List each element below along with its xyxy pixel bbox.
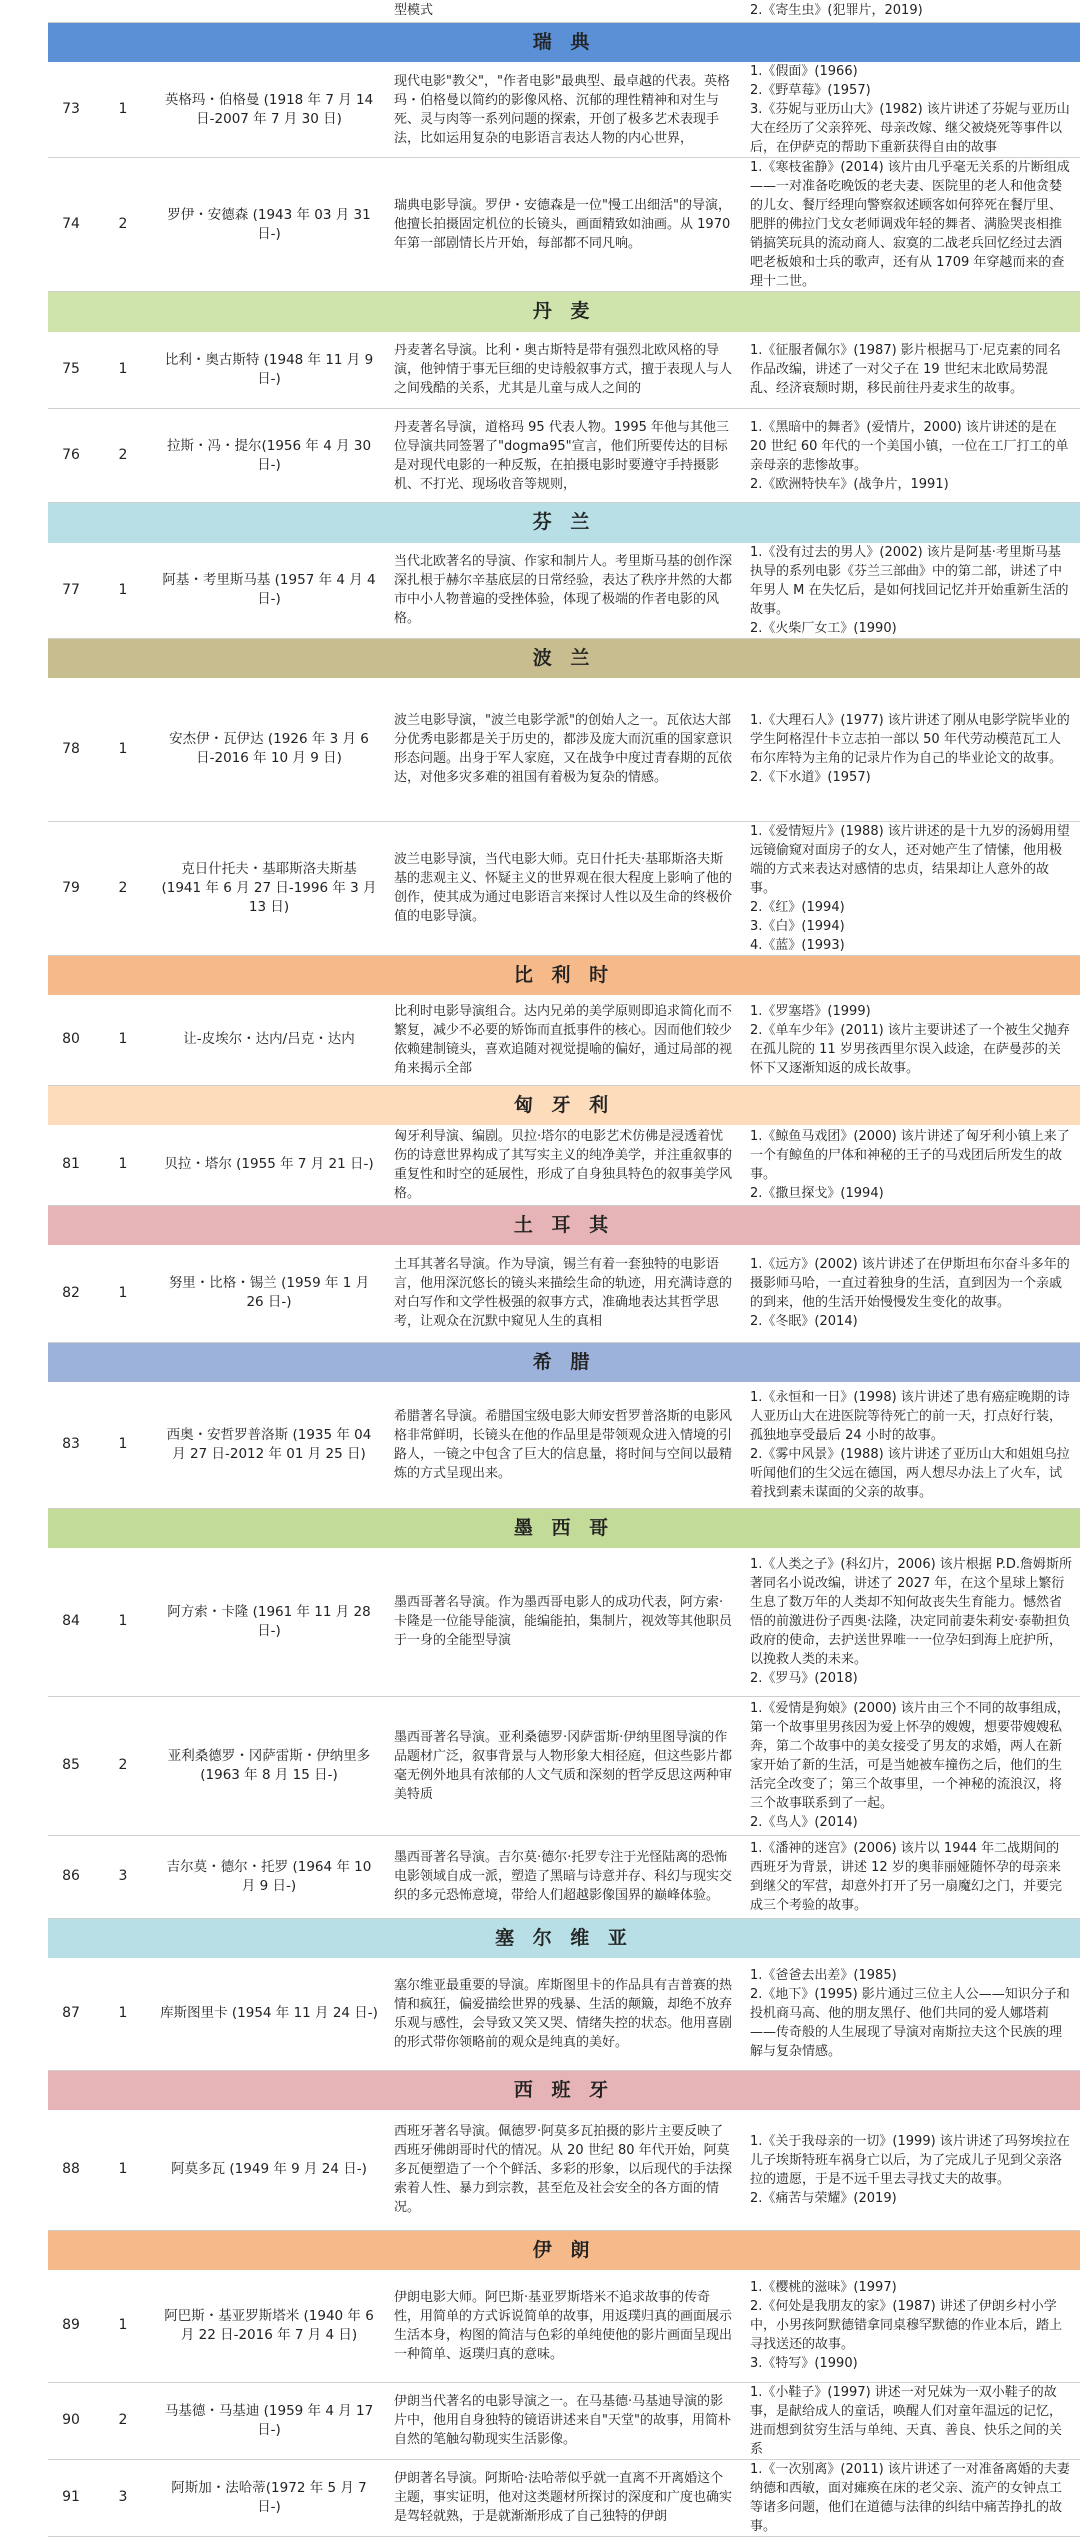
works-list <box>742 543 1080 639</box>
row-number: 91 <box>48 2459 94 2536</box>
country-header-row <box>48 22 1080 62</box>
director-row <box>48 678 1080 821</box>
director-description: 瑞典电影导演。罗伊・安德森是一位"慢工出细活"的导演，他擅长拍摄固定机位的长镜头，画面精致如油画。从 1970 年第一部剧情长片开始，每部都不同凡响。 <box>386 158 742 292</box>
rank: 1 <box>94 1548 152 1696</box>
works-list <box>742 1382 1080 1508</box>
works-list <box>742 2382 1080 2459</box>
director-row <box>48 2459 1080 2536</box>
director-table <box>48 0 1080 2537</box>
director-description: 匈牙利导演、编剧。贝拉·塔尔的电影艺术仿佛是浸透着忧伤的诗意世界构成了其写实主义的纯净美学，并注重叙事的重复性和时空的延展性，形成了自身独具特色的叙事美学风格。 <box>386 1125 742 1205</box>
works-list <box>742 1696 1080 1835</box>
director-description: 塞尔维亚最重要的导演。库斯图里卡的作品具有吉普赛的热情和疯狂，偏爱描绘世界的残暴、生活的颠簸，却绝不放弃乐观与感性，会导致又笑又哭、情绪失控的状态。他用喜剧的形式带你领略前的观众是纯真的美好。 <box>386 1958 742 2070</box>
rank: 1 <box>94 1245 152 1342</box>
works-list <box>742 821 1080 955</box>
rank: 1 <box>94 2110 152 2230</box>
country-header-row <box>48 2230 1080 2270</box>
director-name: 西奥・安哲罗普洛斯 (1935 年 04 月 27 日-2012 年 01 月 25 日) <box>152 1382 386 1508</box>
rank: 3 <box>94 2459 152 2536</box>
director-name: 阿斯加・法哈蒂(1972 年 5 月 7 日-) <box>152 2459 386 2536</box>
director-description: 现代电影"教父"，"作者电影"最典型、最卓越的代表。英格玛・伯格曼以简约的影像风格、沉郁的理性精神和对生与死、灵与肉等一系列问题的探索，开创了极多艺术表现手法，比如运用复杂的电影语言表达人物的内心世界， <box>386 62 742 158</box>
rank: 1 <box>94 678 152 821</box>
director-name: 亚利桑德罗・冈萨雷斯・伊纳里多 (1963 年 8 月 15 日-) <box>152 1696 386 1835</box>
director-row <box>48 1548 1080 1696</box>
country-header-row <box>48 955 1080 995</box>
row-number: 77 <box>48 543 94 639</box>
work-item: 3.《特写》(1990) <box>750 2356 858 2372</box>
rank: 1 <box>94 543 152 639</box>
rank: 3 <box>94 1835 152 1918</box>
director-name: 阿巴斯・基亚罗斯塔米 (1940 年 6 月 22 日-2016 年 7 月 4 日) <box>152 2270 386 2382</box>
director-description: 希腊著名导演。希腊国宝级电影大师安哲罗普洛斯的电影风格非常鲜明，长镜头在他的作品里是带领观众进入情境的引路人，一镜之中包含了巨大的信息量，将时间与空间以最精炼的方式呈现出来。 <box>386 1382 742 1508</box>
works-list <box>742 158 1080 292</box>
country-header-row <box>48 292 1080 332</box>
works-list <box>742 2110 1080 2230</box>
director-name: 克日什托夫・基耶斯洛夫斯基 (1941 年 6 月 27 日-1996 年 3 月 13 日) <box>152 821 386 955</box>
work-item: 1.《一次别离》(2011) 该片讲述了一对准备离婚的夫妻纳德和西敏，面对瘫痪在床的老父亲、流产的女钟点工等诸多问题，他们在道德与法律的纠结中痛苦挣扎的故事。 <box>750 2461 1070 2534</box>
row-number: 80 <box>48 995 94 1085</box>
rank: 1 <box>94 1125 152 1205</box>
work-item: 1.《没有过去的男人》(2002) 该片是阿基·考里斯马基执导的系列电影《芬兰三部曲》中的第二部，讲述了中年男人 M 在失忆后，是如何找回记忆并开始重新生活的故事。 <box>750 544 1069 617</box>
work-item: 2.《雾中风景》(1988) 该片讲述了亚历山大和姐姐乌拉听闻他们的生父远在德国，两人想尽办法上了火车，试着找到素未谋面的父亲的故事。 <box>750 1446 1070 1500</box>
director-name: 罗伊・安德森 (1943 年 03 月 31 日-) <box>152 158 386 292</box>
work-item: 1.《爱情短片》(1988) 该片讲述的是十九岁的汤姆用望远镜偷窥对面房子的女人，还对她产生了情愫，他用极端的方式来表达对感情的忠贞，结果却让人意外的故事。 <box>750 823 1070 896</box>
director-row <box>48 409 1080 503</box>
director-name: 阿方索・卡隆 (1961 年 11 月 28 日-) <box>152 1548 386 1696</box>
work-item: 1.《爱情是狗娘》(2000) 该片由三个不同的故事组成，第一个故事里男孩因为爱上怀孕的嫂嫂，想要带嫂嫂私奔，第二个故事中的美女接受了男友的求婚，两人在新家开始了新的生活，可是当她被车撞伤之后，他们的生活完全改变了；第三个故事里，一个神秘的流浪汉，将三个故事联系到了一起。 <box>750 1701 1070 1811</box>
director-row <box>48 1835 1080 1918</box>
work-item: 1.《远方》(2002) 该片讲述了在伊斯坦布尔奋斗多年的摄影师马哈，一直过着独身的生活，直到因为一个亲戚的到来，他的生活开始慢慢发生变化的故事。 <box>750 1257 1070 1311</box>
director-name: 安杰伊・瓦伊达 (1926 年 3 月 6 日-2016 年 10 月 9 日) <box>152 678 386 821</box>
works-list <box>742 995 1080 1085</box>
director-name: 英格玛・伯格曼 (1918 年 7 月 14 日-2007 年 7 月 30 日) <box>152 62 386 158</box>
work-item: 1.《樱桃的滋味》(1997) <box>750 2280 897 2296</box>
country-header-row <box>48 1342 1080 1382</box>
director-name: 贝拉・塔尔 (1955 年 7 月 21 日-) <box>152 1125 386 1205</box>
director-name: 阿基・考里斯马基 (1957 年 4 月 4 日-) <box>152 543 386 639</box>
director-description: 伊朗当代著名的电影导演之一。在马基德·马基迪导演的影片中，他用自身独特的镜语讲述来自"天堂"的故事，用简朴自然的笔触勾勒现实生活影像。 <box>386 2382 742 2459</box>
works-list <box>742 62 1080 158</box>
country-header-row <box>48 503 1080 543</box>
country-name: 塞 尔 维 亚 <box>48 1918 1080 1958</box>
director-name: 让-皮埃尔・达内/吕克・达内 <box>152 995 386 1085</box>
director-description: 伊朗电影大师。阿巴斯·基亚罗斯塔米不追求故事的传奇性，用简单的方式诉说简单的故事，用返璞归真的画面展示生活本身，构图的简洁与色彩的单纯使他的影片画面呈现出一种简单、返璞归真的意味。 <box>386 2270 742 2382</box>
director-name: 吉尔莫・德尔・托罗 (1964 年 10 月 9 日-) <box>152 1835 386 1918</box>
row-number: 83 <box>48 1382 94 1508</box>
director-name: 努里・比格・锡兰 (1959 年 1 月 26 日-) <box>152 1245 386 1342</box>
director-description: 土耳其著名导演。作为导演，锡兰有着一套独特的电影语言，他用深沉悠长的镜头来描绘生命的轨迹，用充满诗意的对白写作和文学性极强的叙事方式，准确地表达其哲学思考，让观众在沉默中窥见人生的真相 <box>386 1245 742 1342</box>
works-list <box>742 678 1080 821</box>
row-number: 76 <box>48 409 94 503</box>
row-number: 84 <box>48 1548 94 1696</box>
rank: 2 <box>94 158 152 292</box>
works-list <box>742 1548 1080 1696</box>
country-name: 波 兰 <box>48 638 1080 678</box>
rank: 2 <box>94 409 152 503</box>
works-list <box>742 409 1080 503</box>
works-list <box>742 1958 1080 2070</box>
row-number: 90 <box>48 2382 94 2459</box>
director-row <box>48 821 1080 955</box>
director-row <box>48 1696 1080 1835</box>
director-row <box>48 62 1080 158</box>
work-item: 1.《大理石人》(1977) 该片讲述了刚从电影学院毕业的学生阿格涅什卡立志拍一部以 50 年代劳动模范瓦工人布尔库特为主角的记录片作为自己的毕业论文的故事。 <box>750 713 1070 767</box>
work-item: 2.《罗马》(2018) <box>750 1671 858 1687</box>
director-row <box>48 332 1080 409</box>
row-number: 82 <box>48 1245 94 1342</box>
director-row <box>48 1382 1080 1508</box>
work-item: 1.《永恒和一日》(1998) 该片讲述了患有癌症晚期的诗人亚历山大在进医院等待死亡的前一天，打点好行装，孤独地享受最后 24 小时的故事。 <box>750 1389 1070 1443</box>
work-item: 4.《蓝》(1993) <box>750 937 845 953</box>
country-name: 丹 麦 <box>48 292 1080 332</box>
work-item: 1.《罗塞塔》(1999) <box>750 1003 871 1019</box>
director-row <box>48 2382 1080 2459</box>
works-list <box>742 1245 1080 1342</box>
row-number: 79 <box>48 821 94 955</box>
work-item: 2.《欧洲特快车》(战争片，1991) <box>750 476 949 492</box>
country-header-row <box>48 1508 1080 1548</box>
director-name: 拉斯・冯・提尔(1956 年 4 月 30 日-) <box>152 409 386 503</box>
country-header-row <box>48 1205 1080 1245</box>
work-item: 1.《关于我母亲的一切》(1999) 该片讲述了玛努埃拉在儿子埃斯特班车祸身亡以后，为了完成儿子见到父亲洛拉的遗愿，于是不远千里去寻找丈夫的故事。 <box>750 2133 1070 2187</box>
row-number: 86 <box>48 1835 94 1918</box>
director-row <box>48 995 1080 1085</box>
work-item: 2.《冬眠》(2014) <box>750 1314 858 1330</box>
director-name: 马基德・马基迪 (1959 年 4 月 17 日-) <box>152 2382 386 2459</box>
director-description: 西班牙著名导演。佩德罗·阿莫多瓦拍摄的影片主要反映了西班牙佛朗哥时代的情况。从 20 世纪 80 年代开始，阿莫多瓦便塑造了一个个鲜活、多彩的形象，以后现代的手法探索着人性、暴力到宗教，甚至危及社会安全的各方面的情况。 <box>386 2110 742 2230</box>
row-number: 87 <box>48 1958 94 2070</box>
row-number: 88 <box>48 2110 94 2230</box>
row-number: 74 <box>48 158 94 292</box>
country-header-row <box>48 1918 1080 1958</box>
director-name: 比利・奥古斯特 (1948 年 11 月 9 日-) <box>152 332 386 409</box>
work-item: 2.《野草莓》(1957) <box>750 83 871 98</box>
works-list <box>742 2270 1080 2382</box>
country-name: 墨 西 哥 <box>48 1508 1080 1548</box>
director-description: 丹麦著名导演。比利・奥古斯特是带有强烈北欧风格的导演，他钟情于事无巨细的史诗般叙事方式，擅于表现人与人之间残酷的关系，尤其是儿童与成人之间的 <box>386 332 742 409</box>
country-name: 比 利 时 <box>48 955 1080 995</box>
row-number: 73 <box>48 62 94 158</box>
work-item: 2.《红》(1994) <box>750 899 845 915</box>
director-description: 当代北欧著名的导演、作家和制片人。考里斯马基的创作深深扎根于赫尔辛基底层的日常经验，表达了秩序井然的大都市中小人物普遍的受挫体验，体现了极端的作者电影的风格。 <box>386 543 742 639</box>
work-item: 2.《痛苦与荣耀》(2019) <box>750 2190 897 2206</box>
work-item: 1.《爸爸去出差》(1985) <box>750 1968 897 1984</box>
work-item: 1.《黑暗中的舞者》(爱情片，2000) 该片讲述的是在 20 世纪 60 年代的一个美国小镇，一位在工厂打工的单亲母亲的悲惨故事。 <box>750 419 1069 473</box>
director-row <box>48 1245 1080 1342</box>
director-description: 丹麦著名导演，道格玛 95 代表人物。1995 年他与其他三位导演共同签署了"dogma95"宣言，他们所要传达的目标是对现代电影的一种反叛，在拍摄电影时要遵守手持摄影机、不打光、现场收音等规则， <box>386 409 742 503</box>
director-description: 伊朗著名导演。阿斯哈·法哈蒂似乎就一直离不开离婚这个主题，事实证明，他对这类题材所探讨的深度和广度也确实是驾轻就熟，于是就渐渐形成了自己独特的伊朗 <box>386 2459 742 2536</box>
director-description: 墨西哥著名导演。吉尔莫·德尔·托罗专注于光怪陆离的恐怖电影领域自成一派，塑造了黑暗与诗意并存、科幻与现实交织的多元恐怖意境，带给人们超越影像国界的巅峰体验。 <box>386 1835 742 1918</box>
work-item: 2.《何处是我朋友的家》(1987) 讲述了伊朗乡村小学中，小男孩阿默德错拿同桌穆罕默德的作业本后，踏上寻找送还的故事。 <box>750 2299 1063 2353</box>
row-number: 75 <box>48 332 94 409</box>
country-name: 希 腊 <box>48 1342 1080 1382</box>
work-item: 2.《下水道》(1957) <box>750 770 871 786</box>
country-header-row <box>48 638 1080 678</box>
work-item: 1.《征服者佩尔》(1987) 影片根据马丁·尼克素的同名作品改编，讲述了一对父子在 19 世纪末北欧局势混乱、经济衰颓时期，移民前往丹麦求生的故事。 <box>750 343 1061 397</box>
rank: 1 <box>94 2270 152 2382</box>
row-number: 81 <box>48 1125 94 1205</box>
director-name: 库斯图里卡 (1954 年 11 月 24 日-) <box>152 1958 386 2070</box>
work-item: 3.《白》(1994) <box>750 918 845 934</box>
work-item: 1.《小鞋子》(1997) 讲述一对兄妹为一双小鞋子的故事，是献给成人的童话，唤醒人们对童年温远的记忆，进而想到贫穷生活与单纯、天真、善良、快乐之间的关系 <box>750 2384 1063 2457</box>
country-name: 芬 兰 <box>48 503 1080 543</box>
director-row <box>48 158 1080 292</box>
row-number: 89 <box>48 2270 94 2382</box>
work-item: 2.《鸟人》(2014) <box>750 1815 858 1830</box>
director-description: 墨西哥著名导演。亚利桑德罗·冈萨雷斯·伊纳里图导演的作品题材广泛，叙事背景与人物形象大相径庭，但这些影片都毫无例外地具有浓郁的人文气质和深刻的哲学反思这两种审美特质 <box>386 1696 742 1835</box>
rank: 1 <box>94 62 152 158</box>
rank: 1 <box>94 1382 152 1508</box>
rank: 1 <box>94 1958 152 2070</box>
director-description: 比利时电影导演组合。达内兄弟的美学原则即追求简化而不繁复，减少不必要的矫饰而直抵事件的核心。因而他们较少依赖建制镜头，喜欢追随对视觉提喻的偏好，通过局部的视角来揭示全部 <box>386 995 742 1085</box>
works-list <box>742 1125 1080 1205</box>
country-name: 瑞 典 <box>48 22 1080 62</box>
rank: 2 <box>94 2382 152 2459</box>
works-list <box>742 332 1080 409</box>
works-list <box>742 1835 1080 1918</box>
work-item: 1.《鲸鱼马戏团》(2000) 该片讲述了匈牙利小镇上来了一个有鲸鱼的尸体和神秘的王子的马戏团后所发生的故事。 <box>750 1128 1070 1182</box>
row-number: 85 <box>48 1696 94 1835</box>
director-row <box>48 2270 1080 2382</box>
works-list <box>742 2459 1080 2536</box>
director-description: 波兰电影导演，当代电影大师。克日什托夫·基耶斯洛夫斯基的悲观主义、怀疑主义的世界观在很大程度上影响了他的创作，使其成为通过电影语言来探讨人性以及生命的终极价值的电影导演。 <box>386 821 742 955</box>
director-row <box>48 1958 1080 2070</box>
work-item: 2.《火柴厂女工》(1990) <box>750 620 897 636</box>
director-description: 波兰电影导演，"波兰电影学派"的创始人之一。瓦依达大部分优秀电影都是关于历史的，都涉及庞大而沉重的国家意识形态问题。出身于军人家庭，又在战争中度过青春期的瓦依达，对他多灾多难的祖国有着极为复杂的情感。 <box>386 678 742 821</box>
work-item: 1.《人类之子》(科幻片，2006) 该片根据 P.D.詹姆斯所著同名小说改编，讲述了 2027 年，在这个星球上繁衍生息了数万年的人类却不知何故丧失生育能力。憾然省悟的前激进份子西奥·法隆，决定同前妻朱莉安·泰勒担负政府的使命，去护送世界唯一一位孕妇到海上庇护所，以挽救人类的未来。 <box>750 1557 1073 1668</box>
director-description: 墨西哥著名导演。作为墨西哥电影人的成功代表，阿方索·卡隆是一位能导能演，能编能拍，集制片，视效等其他职员于一身的全能型导演 <box>386 1548 742 1696</box>
country-header-row <box>48 2070 1080 2110</box>
work-item: 1.《假面》(1966) <box>750 64 858 79</box>
director-row <box>48 2110 1080 2230</box>
work-item: 2.《撒旦探戈》(1994) <box>750 1185 884 1201</box>
country-name: 土 耳 其 <box>48 1205 1080 1245</box>
rank: 1 <box>94 332 152 409</box>
director-row <box>48 543 1080 639</box>
work-item: 2.《地下》(1995) 影片通过三位主人公——知识分子和投机商马高、他的朋友黑仔、他们共同的爱人娜塔莉——传奇般的人生展现了导演对南斯拉夫这个民族的理解与复杂情感。 <box>750 1987 1070 2060</box>
country-header-row <box>48 1085 1080 1125</box>
country-name: 匈 牙 利 <box>48 1085 1080 1125</box>
top-works: 2.《寄生虫》(犯罪片，2019) <box>742 0 1080 22</box>
top-partial-row <box>48 0 1080 22</box>
row-number: 78 <box>48 678 94 821</box>
country-name: 伊 朗 <box>48 2230 1080 2270</box>
country-name: 西 班 牙 <box>48 2070 1080 2110</box>
rank: 2 <box>94 821 152 955</box>
director-row <box>48 1125 1080 1205</box>
work-item: 2.《单车少年》(2011) 该片主要讲述了一个被生父抛弃在孤儿院的 11 岁男孩西里尔误入歧途，在萨曼莎的关怀下又逐渐知返的成长故事。 <box>750 1022 1070 1076</box>
work-item: 1.《寒枝雀静》(2014) 该片由几乎毫无关系的片断组成——一对准备吃晚饭的老夫妻、医院里的老人和他贪婪的儿女、餐厅经理向警察叙述顾客如何猝死在餐厅里、肥胖的佛拉门戈女老师调戏年轻的舞者、满脸哭丧相推销搞笑玩具的流动商人、寂寞的二战老兵回忆经过去酒吧老板娘和士兵的歌声，还有从 1709 年穿越而来的查理十二世。 <box>750 160 1070 289</box>
rank: 1 <box>94 995 152 1085</box>
rank: 2 <box>94 1696 152 1835</box>
top-desc: 型模式 <box>386 0 742 22</box>
director-name: 阿莫多瓦 (1949 年 9 月 24 日-) <box>152 2110 386 2230</box>
work-item: 3.《芬妮与亚历山大》(1982) 该片讲述了芬妮与亚历山大在经历了父亲猝死、母亲改嫁、继父被烧死等事件以后，在伊萨克的帮助下重新获得自由的故事 <box>750 102 1070 155</box>
work-item: 1.《潘神的迷宫》(2006) 该片以 1944 年二战期间的西班牙为背景，讲述 12 岁的奥菲丽娅随怀孕的母亲来到继父的军营，却意外打开了另一扇魔幻之门，并要完成三个考验的故事。 <box>750 1840 1063 1913</box>
